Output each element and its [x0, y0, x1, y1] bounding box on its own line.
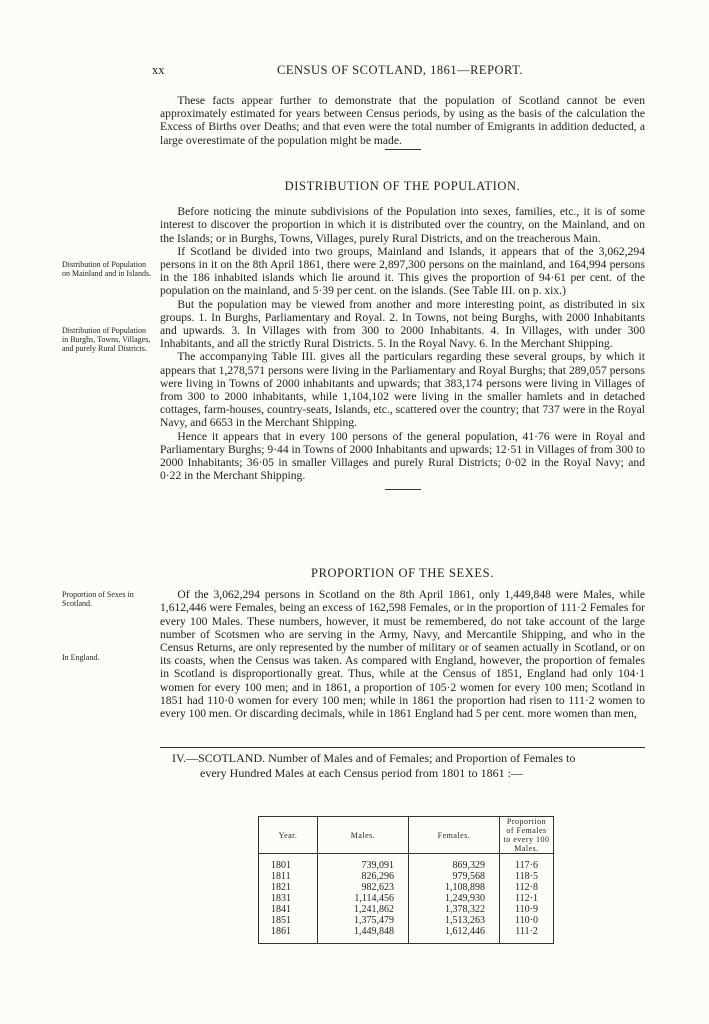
sidenote-mainland: Distribution of Population on Mainland and in Islands. [62, 260, 152, 278]
intro-paragraph: These facts appear further to demonstrate that the population of Scotland cannot be even approximately estimated for years between Census periods, by using as the basis of the calculation the Excess of Births over Deaths; and that even were the total number of Emigrants in addition deducted, a large overestimate of the population might be made. [160, 94, 645, 147]
table-row [259, 893, 554, 904]
intro-block [160, 94, 645, 150]
cell-males: 982,623 [318, 882, 409, 893]
cell-proportion: 112·8 [500, 882, 554, 893]
divider [385, 489, 421, 490]
cell-males: 1,375,479 [318, 915, 409, 926]
cell-proportion: 112·1 [500, 893, 554, 904]
cell-males: 739,091 [318, 854, 409, 872]
table-caption-line2: every Hundred Males at each Census period from 1801 to 1861 :— [200, 766, 523, 780]
cell-proportion: 110·0 [500, 915, 554, 926]
table-top-rule [160, 747, 645, 748]
cell-year: 1821 [259, 882, 318, 893]
section-heading-sexes: PROPORTION OF THE SEXES. [311, 566, 494, 580]
paragraph: Of the 3,062,294 persons in Scotland on the 8th April 1861, only 1,449,848 were Males, while 1,612,446 were Females, being an excess of 162,598 Females, or in the proportion of 111·2 Females for every 100 Males. These numbers, however, it must be remembered, do not take account of the large number of Scotsmen who are serving in the Army, Navy, and Mercantile Shipping, and who in the Census Returns, are only represented by the number of military or of seamen actually in Scotland, or on its coasts, when the Census was taken. As compared with England, however, the proportion of females in Scotland is disproportionally great. Thus, while at the Census of 1851, England had only 104·1 women for every 100 men; and in 1861, a proportion of 105·2 women for every 100 men; Scotland in 1851 had 110·0 women for every 100 men; while in 1861 the proportion had risen to 111·2 women to every 100 men. Or discarding decimals, while in 1861 England had 5 per cent. more women than men, [160, 588, 645, 721]
sidenote-england: In England. [62, 653, 100, 662]
table-row [259, 915, 554, 926]
cell-females: 1,378,322 [409, 904, 500, 915]
cell-females: 1,513,263 [409, 915, 500, 926]
cell-males: 1,449,848 [318, 926, 409, 944]
cell-males: 1,241,862 [318, 904, 409, 915]
table-row [259, 926, 554, 944]
table-row [259, 904, 554, 915]
cell-proportion: 111·2 [500, 926, 554, 944]
cell-females: 1,612,446 [409, 926, 500, 944]
cell-females: 1,249,930 [409, 893, 500, 904]
table-caption [172, 751, 652, 781]
cell-proportion: 110·9 [500, 904, 554, 915]
page-header [152, 63, 645, 79]
cell-year: 1811 [259, 871, 318, 882]
cell-year: 1841 [259, 904, 318, 915]
header-females: Females. [409, 817, 500, 854]
header-proportion: Proportion of Females to every 100 Males. [500, 817, 554, 854]
paragraph: The accompanying Table III. gives all the particulars regarding these several groups, by which it appears that 1,278,571 persons were living in the Parliamentary and Royal Burghs; that 289,057 persons were living in Towns of 2000 inhabitants and upwards; that 383,174 persons were living in Villages of from 300 to 2000 inhabitants, while 1,104,102 were living in the smaller hamlets and in detached cottages, farm-houses, country-seats, Islands, etc., scattered over the country; that 737 were in the Royal Navy, and 6653 in the Merchant Shipping. [160, 350, 645, 430]
paragraph: If Scotland be divided into two groups, Mainland and Islands, it appears that of the 3,062,294 persons in it on the 8th April 1861, there were 2,897,300 persons on the mainland, and 164,994 persons in the 186 inhabited islands which lie around it. This gives the proportion of 94·61 per cent. of the population on the mainland, and 5·39 per cent. on the islands. (See Table III. on p. xix.) [160, 244, 645, 298]
paragraph: Hence it appears that in every 100 persons of the general population, 41·76 were in Royal and Parliamentary Burghs; 9·44 in Towns of 2000 Inhabitants and upwards; 12·51 in Villages of from 300 to 2000 Inhabitants; 36·05 in smaller Villages and purely Rural Districts; 0·02 in the Royal Navy; and 0·22 in the Merchant Shipping. [160, 429, 645, 483]
page-number: xx [152, 63, 165, 77]
cell-year: 1851 [259, 915, 318, 926]
cell-females: 1,108,898 [409, 882, 500, 893]
header-males: Males. [318, 817, 409, 854]
cell-proportion: 118·5 [500, 871, 554, 882]
table-header-row [259, 817, 554, 854]
cell-year: 1861 [259, 926, 318, 944]
running-title: CENSUS OF SCOTLAND, 1861—REPORT. [277, 63, 523, 77]
table-row [259, 882, 554, 893]
section-heading-distribution: DISTRIBUTION OF THE POPULATION. [284, 179, 521, 193]
distribution-section [160, 180, 645, 490]
paragraph: Before noticing the minute subdivisions of the Population into sexes, families, etc., it is of some interest to discover the proportion in which it is distributed over the country, on the Mainland, and on the Islands; or in Burghs, Towns, Villages, purely Rural Districts, and on the treacherous Main. [160, 205, 645, 245]
cell-males: 1,114,456 [318, 893, 409, 904]
sidenote-burghs: Distribution of Population in Burghs, Towns, Villages, and purely Rural Districts. [62, 326, 151, 353]
cell-year: 1831 [259, 893, 318, 904]
table-row [259, 854, 554, 872]
census-table [258, 816, 554, 944]
paragraph: But the population may be viewed from another and more interesting point, as distributed in six groups. 1. In Burghs, Parliamentary and Royal. 2. In Towns, not being Burghs, with 2000 Inhabitants and upwards. 3. In Villages with from 300 to 2000 Inhabitants. 4. In Villages, with under 300 Inhabitants, and all the strictly Rural Districts. 5. In the Royal Navy. 6. In the Merchant Shipping. [160, 297, 645, 351]
cell-year: 1801 [259, 854, 318, 872]
sidenote-sexes: Proportion of Sexes in Scotland. [62, 590, 134, 608]
cell-females: 979,568 [409, 871, 500, 882]
divider [385, 149, 421, 150]
cell-males: 826,296 [318, 871, 409, 882]
header-year: Year. [259, 817, 318, 854]
sexes-section [160, 567, 645, 720]
cell-proportion: 117·6 [500, 854, 554, 872]
table-caption-line1: IV.—SCOTLAND. Number of Males and of Females; and Proportion of Females to [172, 751, 576, 765]
table-row [259, 871, 554, 882]
cell-females: 869,329 [409, 854, 500, 872]
